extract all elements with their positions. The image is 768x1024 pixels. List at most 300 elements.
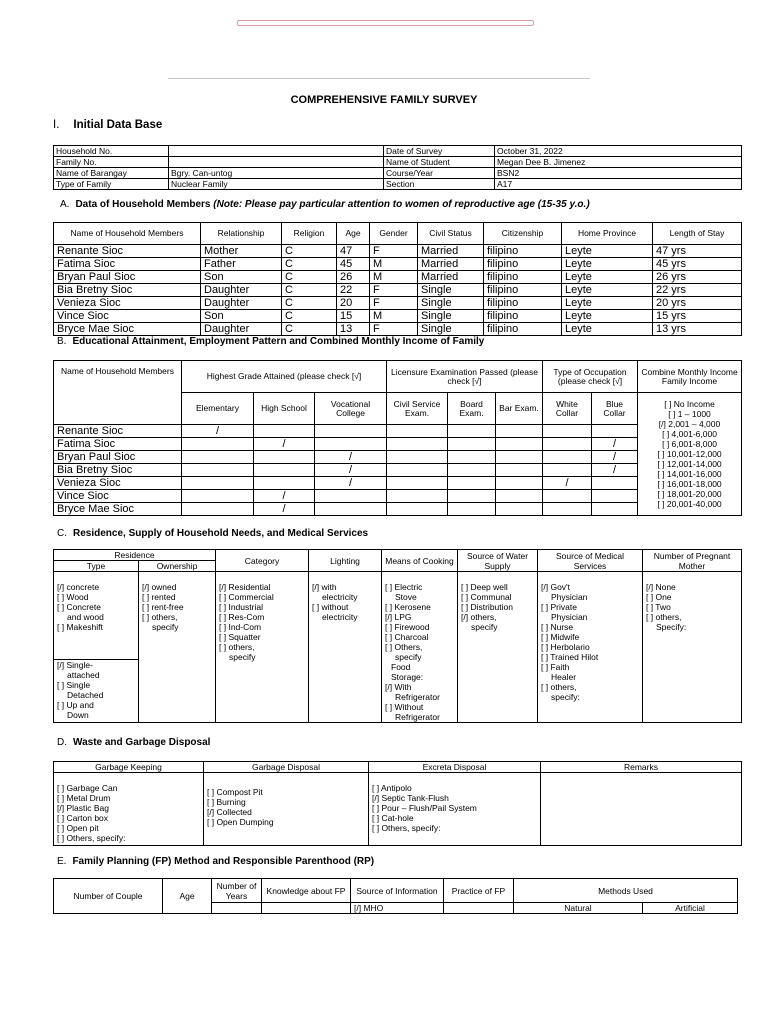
option-line: [ ] without (312, 602, 349, 612)
option-line: Stove (395, 592, 417, 602)
info-cell: Bgry. Can-untog (169, 168, 384, 179)
family-planning-table (53, 878, 738, 914)
info-cell: Section (384, 179, 495, 190)
edu-check-cell: / (315, 451, 387, 464)
income-option: [ ] 14,001-16,000 (657, 469, 722, 479)
waste-header: Excreta Disposal (369, 762, 541, 773)
option-line: [ ] Industrial (219, 602, 263, 612)
fp-header-knowledge: Knowledge about FP (262, 879, 351, 903)
members-cell: M (370, 258, 418, 271)
option-line: [ ] Up and (57, 699, 94, 710)
members-cell: 47 (337, 245, 370, 258)
option-line: [ ] Charcoal (385, 632, 429, 642)
info-cell: October 31, 2022 (495, 146, 742, 157)
members-cell: Bia Bretny Sioc (54, 284, 201, 297)
income-option: [ ] 12,001-14,000 (657, 459, 722, 469)
option-line: and wood (67, 612, 104, 622)
option-line: Healer (551, 672, 577, 682)
option-line: [/] Septic Tank-Flush (372, 793, 449, 803)
members-cell: Bryan Paul Sioc (54, 271, 201, 284)
info-cell: Date of Survey (384, 146, 495, 157)
option-line: [ ] Others, specify: (57, 833, 126, 843)
edu-check-cell (182, 477, 254, 490)
income-option: [ ] 18,001-20,000 (657, 489, 722, 499)
members-cell: Leyte (562, 271, 653, 284)
option-line: Refrigerator (395, 692, 440, 702)
edu-subheader: Civil Service Exam. (387, 393, 448, 425)
option-line: [ ] Deep well (461, 582, 508, 592)
excreta-disposal-options (369, 773, 541, 846)
info-cell (169, 146, 384, 157)
edu-check-cell (182, 503, 254, 516)
income-option: [ ] 16,001-18,000 (657, 479, 722, 489)
edu-check-cell (254, 464, 315, 477)
members-cell: 15 (337, 310, 370, 323)
members-cell: Single (418, 323, 484, 336)
members-cell: C (282, 258, 337, 271)
members-cell: Fatima Sioc (54, 258, 201, 271)
option-line: [ ] Faith (541, 662, 570, 672)
option-line: [ ] Pour – Flush/Pail System (372, 803, 477, 813)
members-cell: C (282, 297, 337, 310)
option-line: [ ] others, (142, 612, 178, 622)
info-cell: Name of Student (384, 157, 495, 168)
res-category-options (216, 572, 309, 723)
members-row (54, 258, 742, 271)
option-line: [ ] One (646, 592, 672, 602)
garbage-disposal-options (204, 773, 369, 846)
option-line: Storage: (391, 672, 424, 682)
edu-check-cell: / (543, 477, 592, 490)
option-line: [ ] Compost Pit (207, 787, 263, 797)
info-row (54, 146, 742, 157)
option-line: [/] owned (142, 582, 177, 592)
edu-check-cell: / (592, 451, 638, 464)
res-header-ownership: Ownership (139, 561, 216, 572)
members-cell: 26 (337, 271, 370, 284)
waste-header: Remarks (541, 762, 742, 773)
members-cell: Daughter (201, 323, 282, 336)
members-header: Civil Status (418, 223, 484, 245)
fp-header-years: Number of Years (212, 879, 262, 903)
members-cell: C (282, 271, 337, 284)
edu-check-cell (254, 477, 315, 490)
edu-check-cell (387, 477, 448, 490)
option-line: [ ] Private (541, 602, 577, 612)
edu-check-cell (387, 425, 448, 438)
income-option: [/] 2,001 – 4,000 (658, 419, 721, 429)
option-line: specify (471, 622, 498, 632)
members-cell: Mother (201, 245, 282, 258)
members-cell: Leyte (562, 297, 653, 310)
edu-check-cell (448, 477, 496, 490)
option-line: [ ] Metal Drum (57, 793, 111, 803)
info-cell: A17 (495, 179, 742, 190)
option-line: [/] others, (461, 612, 497, 622)
edu-check-cell: / (182, 425, 254, 438)
edu-name-cell: Fatima Sioc (54, 438, 182, 451)
option-line: [ ] Trained Hilot (541, 652, 599, 662)
edu-subheader: Elementary (182, 393, 254, 425)
members-row (54, 271, 742, 284)
members-cell: Son (201, 271, 282, 284)
members-cell: Vince Sioc (54, 310, 201, 323)
edu-check-cell (315, 425, 387, 438)
edu-header-income: Combine Monthly Income Family Income (638, 361, 742, 393)
edu-check-cell (496, 438, 543, 451)
members-cell: Venieza Sioc (54, 297, 201, 310)
edu-check-cell (182, 438, 254, 451)
option-line: Refrigerator (395, 712, 440, 722)
members-row (54, 245, 742, 258)
edu-check-cell (387, 451, 448, 464)
members-row (54, 310, 742, 323)
members-header: Relationship (201, 223, 282, 245)
members-cell: filipino (484, 258, 562, 271)
edu-check-cell: / (592, 438, 638, 451)
edu-check-cell: / (254, 503, 315, 516)
option-line: electricity (322, 612, 358, 622)
edu-check-cell (543, 464, 592, 477)
option-line: [/] Collected (207, 807, 252, 817)
edu-check-cell (592, 477, 638, 490)
edu-subheader: Blue Collar (592, 393, 638, 425)
option-line: [ ] rent-free (142, 602, 184, 612)
option-line: [ ] Distribution (461, 602, 513, 612)
edu-name-cell: Renante Sioc (54, 425, 182, 438)
garbage-keeping-options (54, 773, 204, 846)
members-header: Age (337, 223, 370, 245)
edu-header-licensure: Licensure Examination Passed (please check [√] (387, 361, 543, 393)
waste-table (53, 761, 742, 846)
info-cell: Nuclear Family (169, 179, 384, 190)
res-type-options (54, 572, 139, 660)
option-line: Physician (551, 592, 588, 602)
members-row (54, 323, 742, 336)
fp-header-natural: Natural (514, 903, 643, 914)
members-cell: F (370, 284, 418, 297)
waste-header: Garbage Keeping (54, 762, 204, 773)
option-line: specify: (551, 692, 580, 702)
members-header: Citizenship (484, 223, 562, 245)
members-row (54, 297, 742, 310)
income-option: [ ] 1 – 1000 (668, 409, 711, 419)
info-row (54, 168, 742, 179)
edu-name-cell: Venieza Sioc (54, 477, 182, 490)
edu-check-cell: / (315, 477, 387, 490)
members-cell: 22 (337, 284, 370, 297)
edu-check-cell (315, 438, 387, 451)
res-medical-options (538, 572, 643, 723)
edu-check-cell (592, 490, 638, 503)
info-row (54, 157, 742, 168)
members-cell: Married (418, 271, 484, 284)
edu-check-cell (592, 425, 638, 438)
members-cell: 47 yrs (653, 245, 742, 258)
res-ownership-options (139, 572, 216, 723)
fp-cell-source: [/] MHO (351, 903, 444, 914)
option-line: [/] Gov't (541, 582, 571, 592)
members-cell: C (282, 323, 337, 336)
members-cell: Renante Sioc (54, 245, 201, 258)
members-cell: C (282, 310, 337, 323)
members-cell: 26 yrs (653, 271, 742, 284)
edu-check-cell (182, 490, 254, 503)
edu-subheader: High School (254, 393, 315, 425)
members-cell: 13 yrs (653, 323, 742, 336)
edu-check-cell (254, 425, 315, 438)
option-line: specify (229, 652, 256, 662)
option-line: [ ] Antipolo (372, 783, 412, 793)
edu-check-cell (448, 503, 496, 516)
option-line: [ ] Others, specify: (372, 823, 441, 833)
members-cell: 13 (337, 323, 370, 336)
fp-cell-years (212, 903, 262, 914)
option-line: [ ] Herbolario (541, 642, 590, 652)
members-cell: Single (418, 284, 484, 297)
option-line: [ ] Others, (385, 642, 423, 652)
res-header-medical: Source of Medical Services (538, 550, 643, 572)
edu-check-cell (448, 490, 496, 503)
option-line: [/] with (312, 582, 337, 592)
members-cell: 20 (337, 297, 370, 310)
edu-check-cell (496, 490, 543, 503)
members-cell: Leyte (562, 258, 653, 271)
edu-check-cell (543, 503, 592, 516)
edu-header-grade: Highest Grade Attained (please check [√] (182, 361, 387, 393)
members-cell: Married (418, 245, 484, 258)
option-line: [ ] Garbage Can (57, 783, 118, 793)
option-line: [ ] Squatter (219, 632, 261, 642)
option-line: [ ] Makeshift (57, 622, 103, 632)
members-header-row (54, 223, 742, 245)
option-line: [ ] Open pit (57, 823, 99, 833)
info-table (53, 145, 742, 190)
info-row (54, 179, 742, 190)
members-cell: 45 yrs (653, 258, 742, 271)
res-header-lighting: Lighting (309, 550, 382, 572)
edu-check-cell (543, 438, 592, 451)
option-line: [ ] others, (646, 612, 682, 622)
members-cell: 22 yrs (653, 284, 742, 297)
edu-check-cell (448, 451, 496, 464)
section-a-heading: A. Data of Household Members (Note: Please pay particular attention to women of reproductive age (15-35 y.o.) (60, 199, 590, 210)
members-header: Gender (370, 223, 418, 245)
members-cell: Leyte (562, 310, 653, 323)
waste-header: Garbage Disposal (204, 762, 369, 773)
option-line: [ ] Concrete (57, 602, 101, 612)
edu-header-name: Name of Household Members (54, 361, 182, 425)
res-pregnant-options (643, 572, 742, 723)
header-gray-line (168, 78, 590, 79)
edu-check-cell (387, 503, 448, 516)
members-cell: 15 yrs (653, 310, 742, 323)
option-line: specify (152, 622, 179, 632)
res-type-options-2 (54, 659, 139, 722)
edu-header-occupation: Type of Occupation (please check [√] (543, 361, 638, 393)
income-option: [ ] No Income (664, 399, 715, 409)
members-header: Length of Stay (653, 223, 742, 245)
edu-name-cell: Vince Sioc (54, 490, 182, 503)
option-line: [ ] Electric (385, 582, 423, 592)
edu-check-cell (496, 464, 543, 477)
option-line: electricity (322, 592, 358, 602)
members-cell: filipino (484, 323, 562, 336)
edu-check-cell (448, 464, 496, 477)
edu-check-cell (315, 490, 387, 503)
income-option: [ ] 20,001-40,000 (657, 499, 722, 509)
option-line: Food (391, 662, 411, 672)
members-cell: Father (201, 258, 282, 271)
info-cell: Family No. (54, 157, 169, 168)
members-cell: F (370, 297, 418, 310)
fp-header-source: Source of Information (351, 879, 444, 903)
edu-name-cell: Bryan Paul Sioc (54, 451, 182, 464)
option-line: [ ] Commercial (219, 592, 274, 602)
members-header: Religion (282, 223, 337, 245)
res-header-residence: Residence (54, 550, 216, 561)
option-line: Detached (67, 689, 104, 700)
info-cell: Course/Year (384, 168, 495, 179)
option-line: [ ] Ind-Com (219, 622, 262, 632)
edu-check-cell (315, 503, 387, 516)
option-line: [ ] Two (646, 602, 671, 612)
res-lighting-options (309, 572, 382, 723)
res-header-type: Type (54, 561, 139, 572)
header-red-line (237, 20, 534, 26)
option-line: [ ] rented (142, 592, 176, 602)
income-option: [ ] 6,001-8,000 (662, 439, 717, 449)
option-line: specify (395, 652, 422, 662)
option-line: [/] LPG (385, 612, 412, 622)
option-line: [ ] Wood (57, 592, 89, 602)
section-c-heading: C. Residence, Supply of Household Needs, and Medical Services (57, 528, 369, 539)
option-line: [ ] others, (541, 682, 577, 692)
option-line: [ ] Communal (461, 592, 512, 602)
edu-check-cell (387, 464, 448, 477)
fp-header-age: Age (163, 879, 212, 914)
option-line: [ ] Single (57, 679, 91, 690)
members-cell: Leyte (562, 284, 653, 297)
edu-check-cell (254, 451, 315, 464)
waste-remarks (541, 773, 742, 846)
option-line: Physician (551, 612, 588, 622)
option-line: [ ] Res-Com (219, 612, 265, 622)
education-table (53, 360, 742, 516)
members-cell: Leyte (562, 323, 653, 336)
members-row (54, 284, 742, 297)
fp-cell-practice (444, 903, 514, 914)
members-cell: filipino (484, 297, 562, 310)
fp-header-practice: Practice of FP (444, 879, 514, 903)
members-cell: Daughter (201, 297, 282, 310)
income-option: [ ] 4,001-6,000 (662, 429, 717, 439)
option-line: [/] concrete (57, 582, 100, 592)
edu-check-cell: / (315, 464, 387, 477)
option-line: [/] Residential (219, 582, 271, 592)
section-d-heading: D. Waste and Garbage Disposal (57, 737, 211, 748)
edu-check-cell (182, 451, 254, 464)
fp-header-methods: Methods Used (514, 879, 738, 903)
res-header-cooking: Means of Cooking (382, 550, 458, 572)
fp-cell-knowledge (262, 903, 351, 914)
edu-check-cell: / (592, 464, 638, 477)
income-option: [ ] 10,001-12,000 (657, 449, 722, 459)
option-line: Specify: (656, 622, 687, 632)
edu-check-cell (182, 464, 254, 477)
option-line: [ ] Cat-hole (372, 813, 414, 823)
members-cell: C (282, 245, 337, 258)
income-options (638, 393, 742, 516)
members-cell: Married (418, 258, 484, 271)
option-line: Down (67, 709, 89, 720)
edu-check-cell: / (254, 490, 315, 503)
section-b-heading: B. Educational Attainment, Employment Pattern and Combined Monthly Income of Family (57, 336, 485, 347)
edu-subheader: White Collar (543, 393, 592, 425)
members-cell: filipino (484, 271, 562, 284)
option-line: [ ] Carton box (57, 813, 109, 823)
edu-check-cell (496, 425, 543, 438)
info-cell (169, 157, 384, 168)
members-cell: C (282, 284, 337, 297)
edu-check-cell (387, 490, 448, 503)
members-cell: Daughter (201, 284, 282, 297)
edu-check-cell (496, 477, 543, 490)
edu-subheader: Board Exam. (448, 393, 496, 425)
option-line: [/] Single- (57, 659, 93, 670)
members-table (53, 222, 742, 336)
edu-name-cell: Bia Bretny Sioc (54, 464, 182, 477)
residence-table (53, 549, 742, 723)
edu-name-cell: Bryce Mae Sioc (54, 503, 182, 516)
option-line: [ ] Kerosene (385, 602, 431, 612)
edu-check-cell (496, 451, 543, 464)
info-cell: Name of Barangay (54, 168, 169, 179)
option-line: [/] With (385, 682, 412, 692)
info-cell: Household No. (54, 146, 169, 157)
info-cell: BSN2 (495, 168, 742, 179)
members-cell: filipino (484, 245, 562, 258)
edu-check-cell: / (254, 438, 315, 451)
members-cell: M (370, 310, 418, 323)
option-line: [ ] others, (219, 642, 255, 652)
res-cooking-options (382, 572, 458, 723)
fp-header-artificial: Artificial (643, 903, 738, 914)
option-line: attached (67, 669, 100, 680)
edu-check-cell (496, 503, 543, 516)
members-cell: F (370, 323, 418, 336)
edu-subheader: Bar Exam. (496, 393, 543, 425)
edu-check-cell (448, 425, 496, 438)
option-line: [ ] Nurse (541, 622, 574, 632)
edu-subheader: Vocational College (315, 393, 387, 425)
res-header-category: Category (216, 550, 309, 572)
option-line: [/] Plastic Bag (57, 803, 109, 813)
option-line: [ ] Open Dumping (207, 817, 274, 827)
members-cell: F (370, 245, 418, 258)
option-line: [/] None (646, 582, 676, 592)
members-cell: 20 yrs (653, 297, 742, 310)
members-cell: filipino (484, 284, 562, 297)
fp-header-couple: Number of Couple (54, 879, 163, 914)
members-cell: filipino (484, 310, 562, 323)
members-cell: Bryce Mae Sioc (54, 323, 201, 336)
info-cell: Megan Dee B. Jimenez (495, 157, 742, 168)
option-line: [ ] Firewood (385, 622, 430, 632)
option-line: [ ] Midwife (541, 632, 580, 642)
members-cell: M (370, 271, 418, 284)
edu-check-cell (448, 438, 496, 451)
